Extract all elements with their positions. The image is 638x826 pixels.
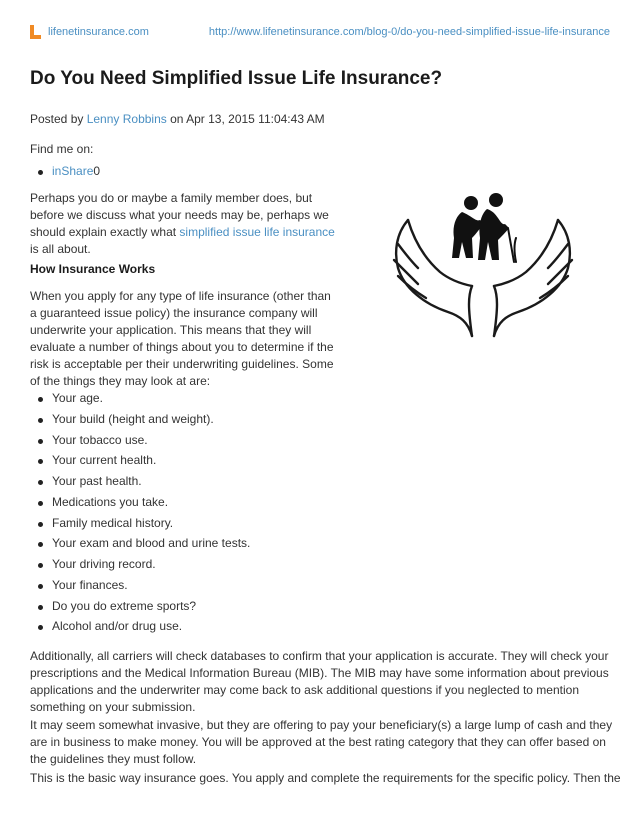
basic-way-paragraph: This is the basic way insurance goes. You apply and complete the requirements for the specific policy. Then the [30,771,621,785]
site-name-link[interactable]: lifenetinsurance.com [48,26,149,38]
list-item: Your build (height and weight). [30,411,250,428]
intro-text-after: is all about. [30,242,91,256]
simplified-issue-link[interactable]: simplified issue life insurance [179,225,335,239]
section-heading: How Insurance Works [30,262,156,276]
list-item: Do you do extreme sports? [30,598,250,615]
list-item: Your driving record. [30,556,250,573]
list-item: Medications you take. [30,494,250,511]
author-link[interactable]: Lenny Robbins [86,112,167,126]
logo-l-icon [30,25,42,39]
databases-paragraph: Additionally, all carriers will check databases to confirm that your application is accurate. They will check your prescriptions and the Medical Information Bureau (MIB). The MIB may have some information about previous applications and the underwriter may come back to ask additional questions if you neglected to mention something on your submission. [30,649,609,714]
underwriting-factors-list [30,390,250,639]
hands-holding-elderly-couple-icon [388,182,578,342]
list-item: Your past health. [30,473,250,490]
inshare-link[interactable]: inShare [52,164,94,178]
intro-text-before: Perhaps you do or maybe a family member does, but before we discuss what your needs may be, perhaps we should explain exactly what [30,191,329,239]
share-count: 0 [93,164,101,178]
list-item: Your current health. [30,452,250,469]
article-title: Do You Need Simplified Issue Life Insurance? [30,68,443,89]
page-url-link[interactable]: http://www.lifenetinsurance.com/blog-0/do-you-need-simplified-issue-life-insurance [208,26,610,38]
list-item: Your tobacco use. [30,432,250,449]
posted-prefix: Posted by [30,112,87,126]
list-item: Your exam and blood and urine tests. [30,535,250,552]
underwriting-paragraph: When you apply for any type of life insurance (other than a guaranteed issue policy) the insurance company will underwrite your application. This means that they will evaluate a number of things about you to determine if the risk is acceptable per their underwriting guidelines. Some of the things they may look at are: [30,289,334,388]
list-item: Your finances. [30,577,250,594]
share-item [30,163,100,180]
share-list [30,163,100,180]
find-me-label: Find me on: [30,142,94,156]
list-item: Alcohol and/or drug use. [30,618,250,635]
posted-by-line [30,111,325,128]
list-item: Family medical history. [30,515,250,532]
intro-paragraph [30,190,335,258]
invasive-paragraph: It may seem somewhat invasive, but they are offering to pay your beneficiary(s) a large lump of cash and they are in business to make money. You will be approved at the best rating category that they can offer based on the guidelines they must follow. [30,718,613,766]
page-header [30,24,610,44]
list-item: Your age. [30,390,250,407]
posted-date: on Apr 13, 2015 11:04:43 AM [166,112,325,126]
